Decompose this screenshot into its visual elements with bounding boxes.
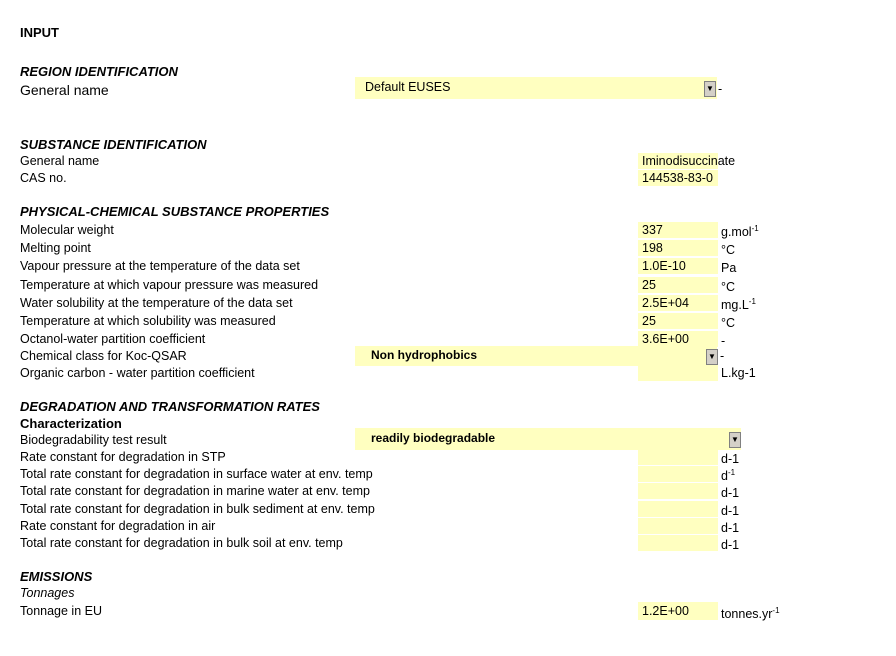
property-unit: Pa (721, 261, 737, 276)
property-unit: g.mol$^{-1}$ (721, 224, 759, 240)
physchem-heading: PHYSICAL-CHEMICAL SUBSTANCE PROPERTIES (20, 204, 330, 219)
koc-class-value: Non hydrophobics (371, 348, 477, 362)
property-label: Rate constant for degradation in air (20, 518, 216, 533)
property-unit: $d^{-1}$ (721, 468, 736, 484)
property-value: 2.5E+04 (642, 295, 689, 310)
property-unit: d-1 (721, 452, 740, 467)
property-value-cell[interactable] (638, 483, 718, 499)
substance-name-value: Iminodisuccinate (642, 154, 736, 168)
organic-carbon-label: Organic carbon - water partition coefficient (20, 366, 255, 380)
region-general-name-label: General name (20, 82, 109, 98)
organic-carbon-unit: L.kg-1 (721, 366, 756, 380)
region-name-dropdown[interactable] (355, 77, 717, 99)
property-label: Water solubility at the temperature of the data set (20, 295, 293, 310)
property-value-cell[interactable] (638, 518, 718, 534)
property-value: 1.0E-10 (642, 259, 686, 274)
chevron-down-icon[interactable]: ▼ (729, 432, 741, 448)
koc-class-label: Chemical class for Koc-QSAR (20, 349, 187, 363)
property-value-cell[interactable] (638, 466, 718, 482)
property-label: Octanol-water partition coefficient (20, 332, 206, 347)
property-unit: d-1 (721, 538, 740, 553)
substance-heading: SUBSTANCE IDENTIFICATION (20, 137, 207, 152)
property-value: 3.6E+00 (642, 332, 689, 347)
biodeg-dropdown[interactable] (355, 428, 741, 450)
tonnages-subheading: Tonnages (20, 586, 75, 600)
property-unit: d-1 (721, 486, 740, 501)
property-label: Temperature at which vapour pressure was measured (20, 277, 319, 292)
property-value: 25 (642, 314, 656, 328)
region-heading: REGION IDENTIFICATION (20, 64, 178, 79)
property-value: 25 (642, 277, 656, 292)
region-name-value: Default EUSES (365, 80, 451, 94)
cas-value: 144538-83-0 (642, 171, 713, 185)
property-unit: d-1 (721, 503, 740, 518)
property-value-cell[interactable] (638, 449, 718, 465)
property-unit: °C (721, 316, 736, 331)
property-unit: d-1 (721, 520, 740, 535)
property-unit: $mg.L^{-1}$ (721, 296, 756, 312)
property-label: Temperature at which solubility was measured (20, 314, 276, 328)
property-label: Molecular weight (20, 223, 114, 237)
property-label: Total rate constant for degradation in bulk soil at env. temp (20, 536, 343, 550)
region-name-unit: - (718, 82, 723, 96)
property-unit: °C (721, 279, 736, 294)
property-label: Total rate constant for degradation in bulk sediment at env. temp (20, 501, 375, 516)
koc-class-dropdown[interactable] (355, 346, 717, 366)
property-label: Total rate constant for degradation in surface water at env. temp (20, 467, 373, 482)
property-label: Vapour pressure at the temperature of the data set (20, 259, 300, 274)
tonnage-eu-unit: $tonnes.yr^{-1}$ (721, 606, 780, 622)
property-unit: - (721, 334, 726, 349)
degradation-heading: DEGRADATION AND TRANSFORMATION RATES (20, 399, 320, 414)
chevron-down-icon[interactable]: ▼ (706, 349, 718, 365)
property-value-cell[interactable] (638, 501, 718, 517)
characterization-subheading: Characterization (20, 416, 122, 431)
property-label: Rate constant for degradation in STP (20, 450, 226, 464)
property-value: 198 (642, 241, 663, 256)
property-label: Total rate constant for degradation in marine water at env. temp (20, 484, 370, 499)
cas-label: CAS no. (20, 171, 67, 185)
property-value-cell[interactable] (638, 535, 718, 551)
chevron-down-icon[interactable]: ▼ (704, 81, 716, 97)
page-title: INPUT (20, 25, 59, 40)
organic-carbon-cell[interactable] (638, 365, 718, 381)
substance-general-name-label: General name (20, 154, 100, 168)
tonnage-eu-value: 1.2E+00 (642, 604, 689, 618)
koc-class-unit: - (720, 349, 725, 363)
emissions-heading: EMISSIONS (20, 569, 93, 584)
biodeg-label: Biodegradability test result (20, 433, 167, 447)
biodeg-value: readily biodegradable (371, 431, 496, 445)
property-value: 337 (642, 223, 663, 237)
tonnage-eu-label: Tonnage in EU (20, 604, 103, 618)
property-unit: °C (721, 243, 736, 258)
property-label: Melting point (20, 241, 91, 256)
